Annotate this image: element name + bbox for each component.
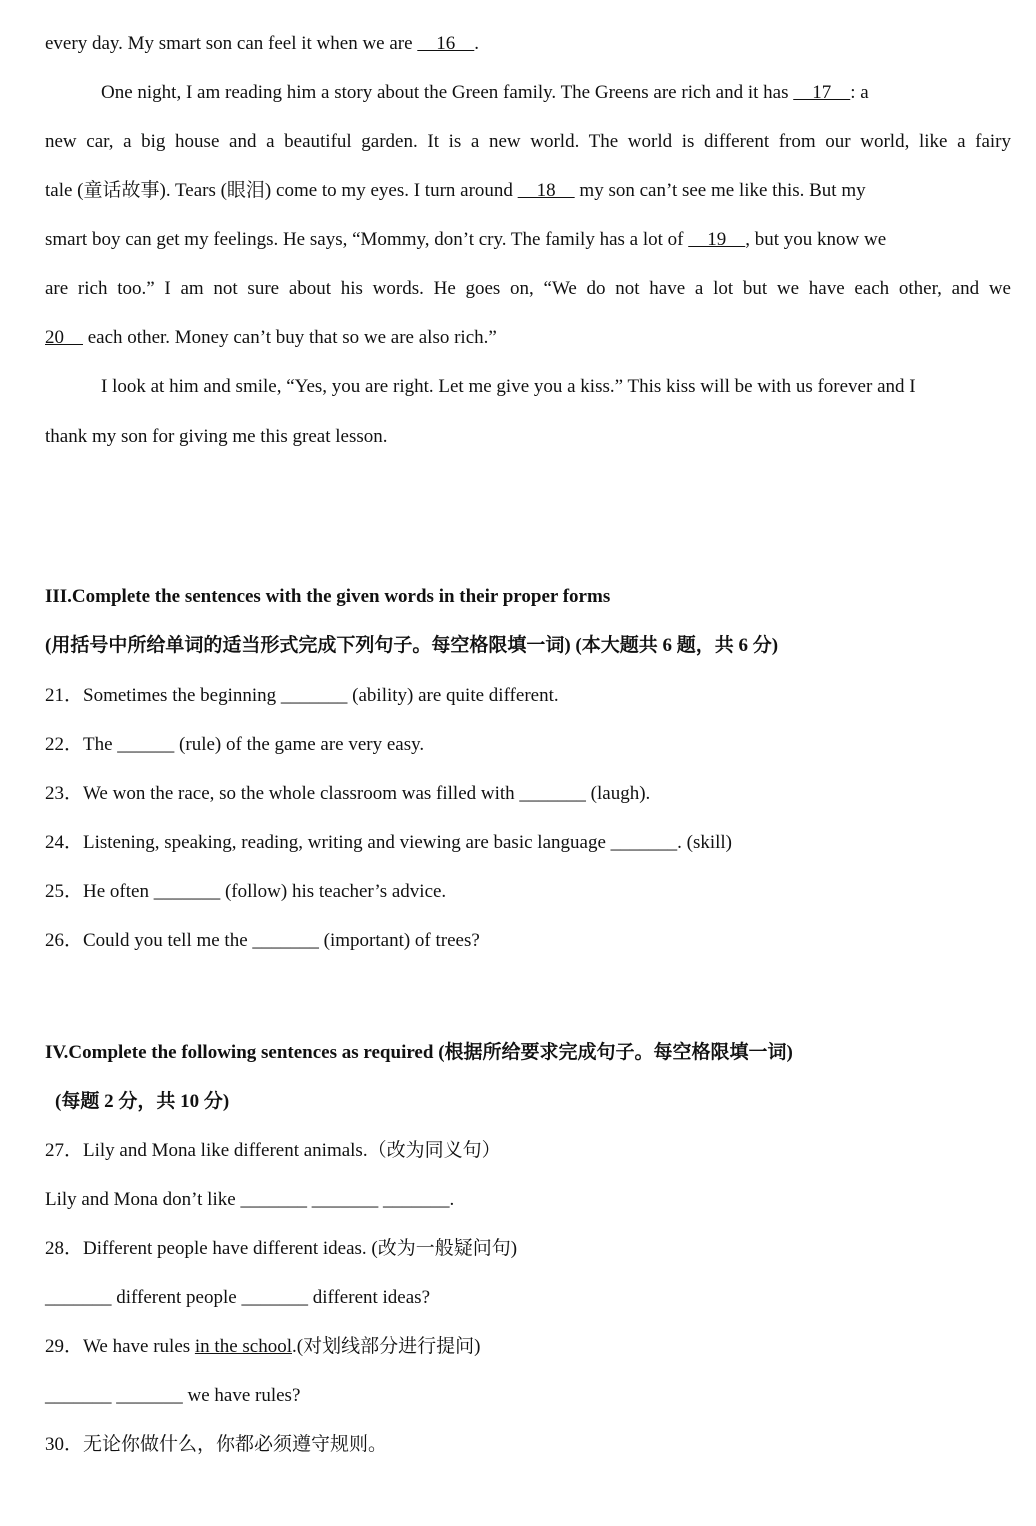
passage-line-7: [45, 326, 497, 350]
passage-line-3: new car, a big house and a beautiful garden. It is a new world. The world is different from our world, like a fairy: [45, 131, 1011, 152]
text: my son can’t see me like this. But my: [574, 180, 866, 201]
answer-blank[interactable]: _______: [280, 685, 348, 706]
passage-line-9: thank my son for giving me this great lesson.: [45, 426, 388, 447]
question-25: [45, 880, 446, 904]
section-3-title: III.Complete the sentences with the given words in their proper forms: [45, 586, 611, 607]
answer-blank[interactable]: _______: [610, 832, 678, 853]
question-28-answer: [45, 1286, 430, 1310]
passage-line-4: [45, 179, 866, 203]
text: Lily and Mona don’t like: [45, 1189, 241, 1210]
question-28: 28．Different people have different ideas. (改为一般疑问句): [45, 1238, 518, 1259]
text: 29．We have rules: [45, 1336, 195, 1357]
answer-blank[interactable]: _______: [153, 881, 221, 902]
text: 24．Listening, speaking, reading, writing and viewing are basic language: [45, 832, 611, 853]
blank-17[interactable]: 17: [793, 82, 851, 103]
blank-18[interactable]: 18: [517, 180, 575, 201]
text: different ideas?: [307, 1287, 431, 1308]
text: .: [449, 1189, 455, 1210]
text: , but you know we: [745, 229, 887, 250]
text: (important) of trees?: [318, 930, 480, 951]
text: (laugh).: [585, 783, 651, 804]
passage-line-8: I look at him and smile, “Yes, you are right. Let me give you a kiss.” This kiss will be with us forever and I: [101, 376, 916, 397]
title-en: IV.Complete the following sentences as required: [45, 1042, 439, 1063]
text: One night, I am reading him a story about the Green family. The Greens are rich and it has: [101, 82, 794, 103]
text: .: [474, 33, 480, 54]
answer-blank[interactable]: _______: [311, 1189, 379, 1210]
passage-line-5: [45, 228, 886, 252]
text: 21．Sometimes the beginning: [45, 685, 281, 706]
text: different people: [111, 1287, 242, 1308]
text: .(对划线部分进行提问): [292, 1336, 481, 1357]
answer-blank[interactable]: _______: [519, 783, 586, 804]
text: 23．We won the race, so the whole classroom was filled with: [45, 783, 520, 804]
text: (rule) of the game are very easy.: [174, 734, 425, 755]
text: each other. Money can’t buy that so we are also rich.”: [83, 327, 497, 348]
text: smart boy can get my feelings. He says, “Mommy, don’t cry. The family has a lot of: [45, 229, 689, 250]
passage-line-6: are rich too.” I am not sure about his words. He goes on, “We do not have a lot but we have each other, and we: [45, 278, 1011, 299]
section-4-score: (每题 2 分，共 10 分): [55, 1091, 230, 1112]
text: 22．The: [45, 734, 118, 755]
answer-blank[interactable]: _______: [252, 930, 319, 951]
blank-20[interactable]: 20: [45, 327, 83, 348]
answer-blank[interactable]: _______: [240, 1189, 307, 1210]
underlined-phrase: in the school: [194, 1336, 293, 1357]
question-29: [45, 1335, 480, 1359]
text: every day. My smart son can feel it when we are: [45, 33, 418, 54]
question-29-answer: [45, 1384, 300, 1408]
question-21: [45, 684, 559, 708]
text: (ability) are quite different.: [347, 685, 559, 706]
section-3-subtitle: (用括号中所给单词的适当形式完成下列句子。每空格限填一词) (本大题共 6 题，共 6 分): [45, 635, 779, 656]
text: 25．He often: [45, 881, 154, 902]
answer-blank[interactable]: _______: [241, 1287, 308, 1308]
text: we have rules?: [182, 1385, 301, 1406]
answer-blank[interactable]: _______: [45, 1287, 112, 1308]
answer-blank[interactable]: _______: [45, 1385, 112, 1406]
question-23: [45, 782, 650, 806]
text: tale (童话故事). Tears (眼泪) come to my eyes. I turn around: [45, 180, 518, 201]
question-26: [45, 929, 480, 953]
answer-blank[interactable]: _______: [382, 1189, 450, 1210]
question-27-answer: [45, 1188, 454, 1212]
blank-19[interactable]: 19: [688, 229, 746, 250]
passage-line-1: [45, 32, 479, 56]
section-4-title: [45, 1041, 793, 1065]
text: : a: [850, 82, 869, 103]
text: . (skill): [677, 832, 733, 853]
question-22: [45, 733, 424, 757]
answer-blank[interactable]: _______: [116, 1385, 183, 1406]
passage-line-2: [101, 81, 869, 105]
text: (follow) his teacher’s advice.: [220, 881, 447, 902]
question-30: 30．无论你做什么，你都必须遵守规则。: [45, 1434, 388, 1455]
text: 26．Could you tell me the: [45, 930, 253, 951]
question-24: [45, 831, 732, 855]
question-27: 27．Lily and Mona like different animals.（改为同义句）: [45, 1140, 501, 1161]
title-cn: (根据所给要求完成句子。每空格限填一词): [438, 1042, 793, 1063]
answer-blank[interactable]: ______: [117, 734, 175, 755]
blank-16[interactable]: 16: [417, 33, 475, 54]
